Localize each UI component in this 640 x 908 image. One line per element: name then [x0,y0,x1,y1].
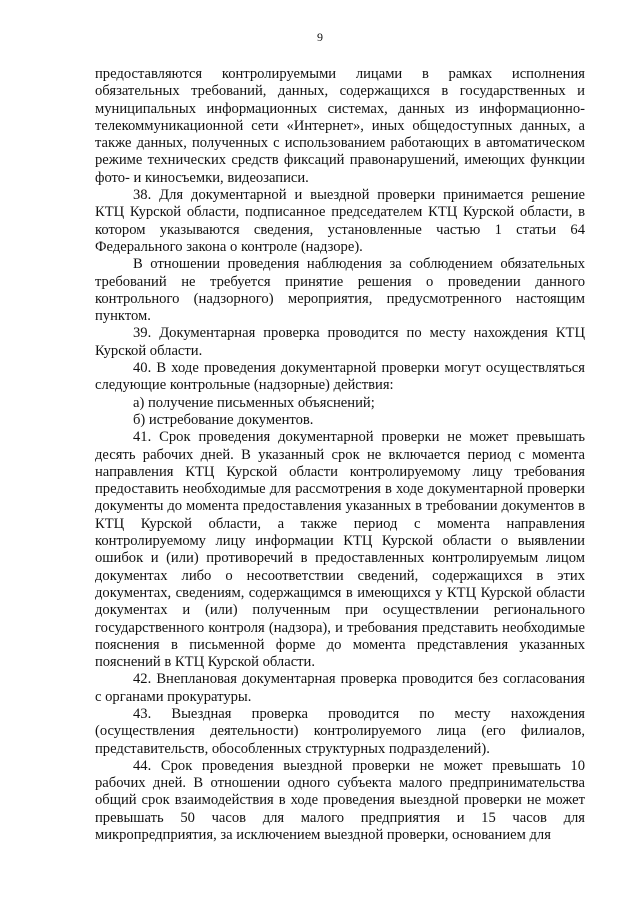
paragraph-item-42: 42. Внеплановая документарная проверка проводится без согласования с органами прокуратуры. [95,671,585,705]
paragraph-item-38: 38. Для документарной и выездной проверки принимается решение КТЦ Курской области, подписанное председателем КТЦ Курской области, в котором указываются сведения, установленные частью 1 статьи 64 Федерального закона о контроле (надзоре). [95,187,585,255]
paragraph-continuation: предоставляются контролируемыми лицами в рамках исполнения обязательных требований, данных, содержащихся в государственных и муниципальных информационных системах, данных из информационно-телекоммуникационной сети «Интернет», иных общедоступных данных, а также данных, полученных с использованием работающих в автоматическом режиме технических средств фиксаций правонарушений, имеющих функции фото- и киносъемки, видеозаписи. [95,66,585,186]
paragraph-item-39: 39. Документарная проверка проводится по месту нахождения КТЦ Курской области. [95,325,585,359]
paragraph-subitem-a: а) получение письменных объяснений; [133,394,375,411]
paragraph-item-41: 41. Срок проведения документарной проверки не может превышать десять рабочих дней. В указанный срок не включается период с момента направления КТЦ Курской области контролируемому лицу требования предоставить необходимые для рассмотрения в ходе документарной проверки документы до момента предоставления указанных в требовании документов в КТЦ Курской области, а также период с момента направления контролируемому лицу информации КТЦ Курской области о выявлении ошибок и (или) противоречий в предоставленных контролируемым лицом документах либо о несоответствии сведений, содержащихся в этих документах, сведениям, содержащимся в имеющихся у КТЦ Курской области документах и (или) полученным при осуществлении регионального государственного контроля (надзора), и требования представить необходимые пояснения в письменной форме до момента представления указанных пояснений в КТЦ Курской области. [95,429,585,671]
paragraph-item-40: 40. В ходе проведения документарной проверки могут осуществляться следующие контрольные (надзорные) действия: [95,360,585,394]
paragraph-observation-note: В отношении проведения наблюдения за соблюдением обязательных требований не требуется принятие решения о проведении данного контрольного (надзорного) мероприятия, предусмотренного настоящим пунктом. [95,256,585,325]
paragraph-subitem-b: б) истребование документов. [133,411,314,428]
paragraph-item-44: 44. Срок проведения выездной проверки не может превышать 10 рабочих дней. В отношении одного субъекта малого предпринимательства общий срок взаимодействия в ходе проведения выездной проверки не может превышать 50 часов для малого предприятия и 15 часов для микропредприятия, за исключением выездной проверки, основанием для [95,757,585,844]
page-number: 9 [317,30,323,44]
document-body [95,66,585,844]
paragraph-item-43: 43. Выездная проверка проводится по месту нахождения (осуществления деятельности) контролируемого лица (его филиалов, представительств, обособленных структурных подразделений). [95,705,585,757]
